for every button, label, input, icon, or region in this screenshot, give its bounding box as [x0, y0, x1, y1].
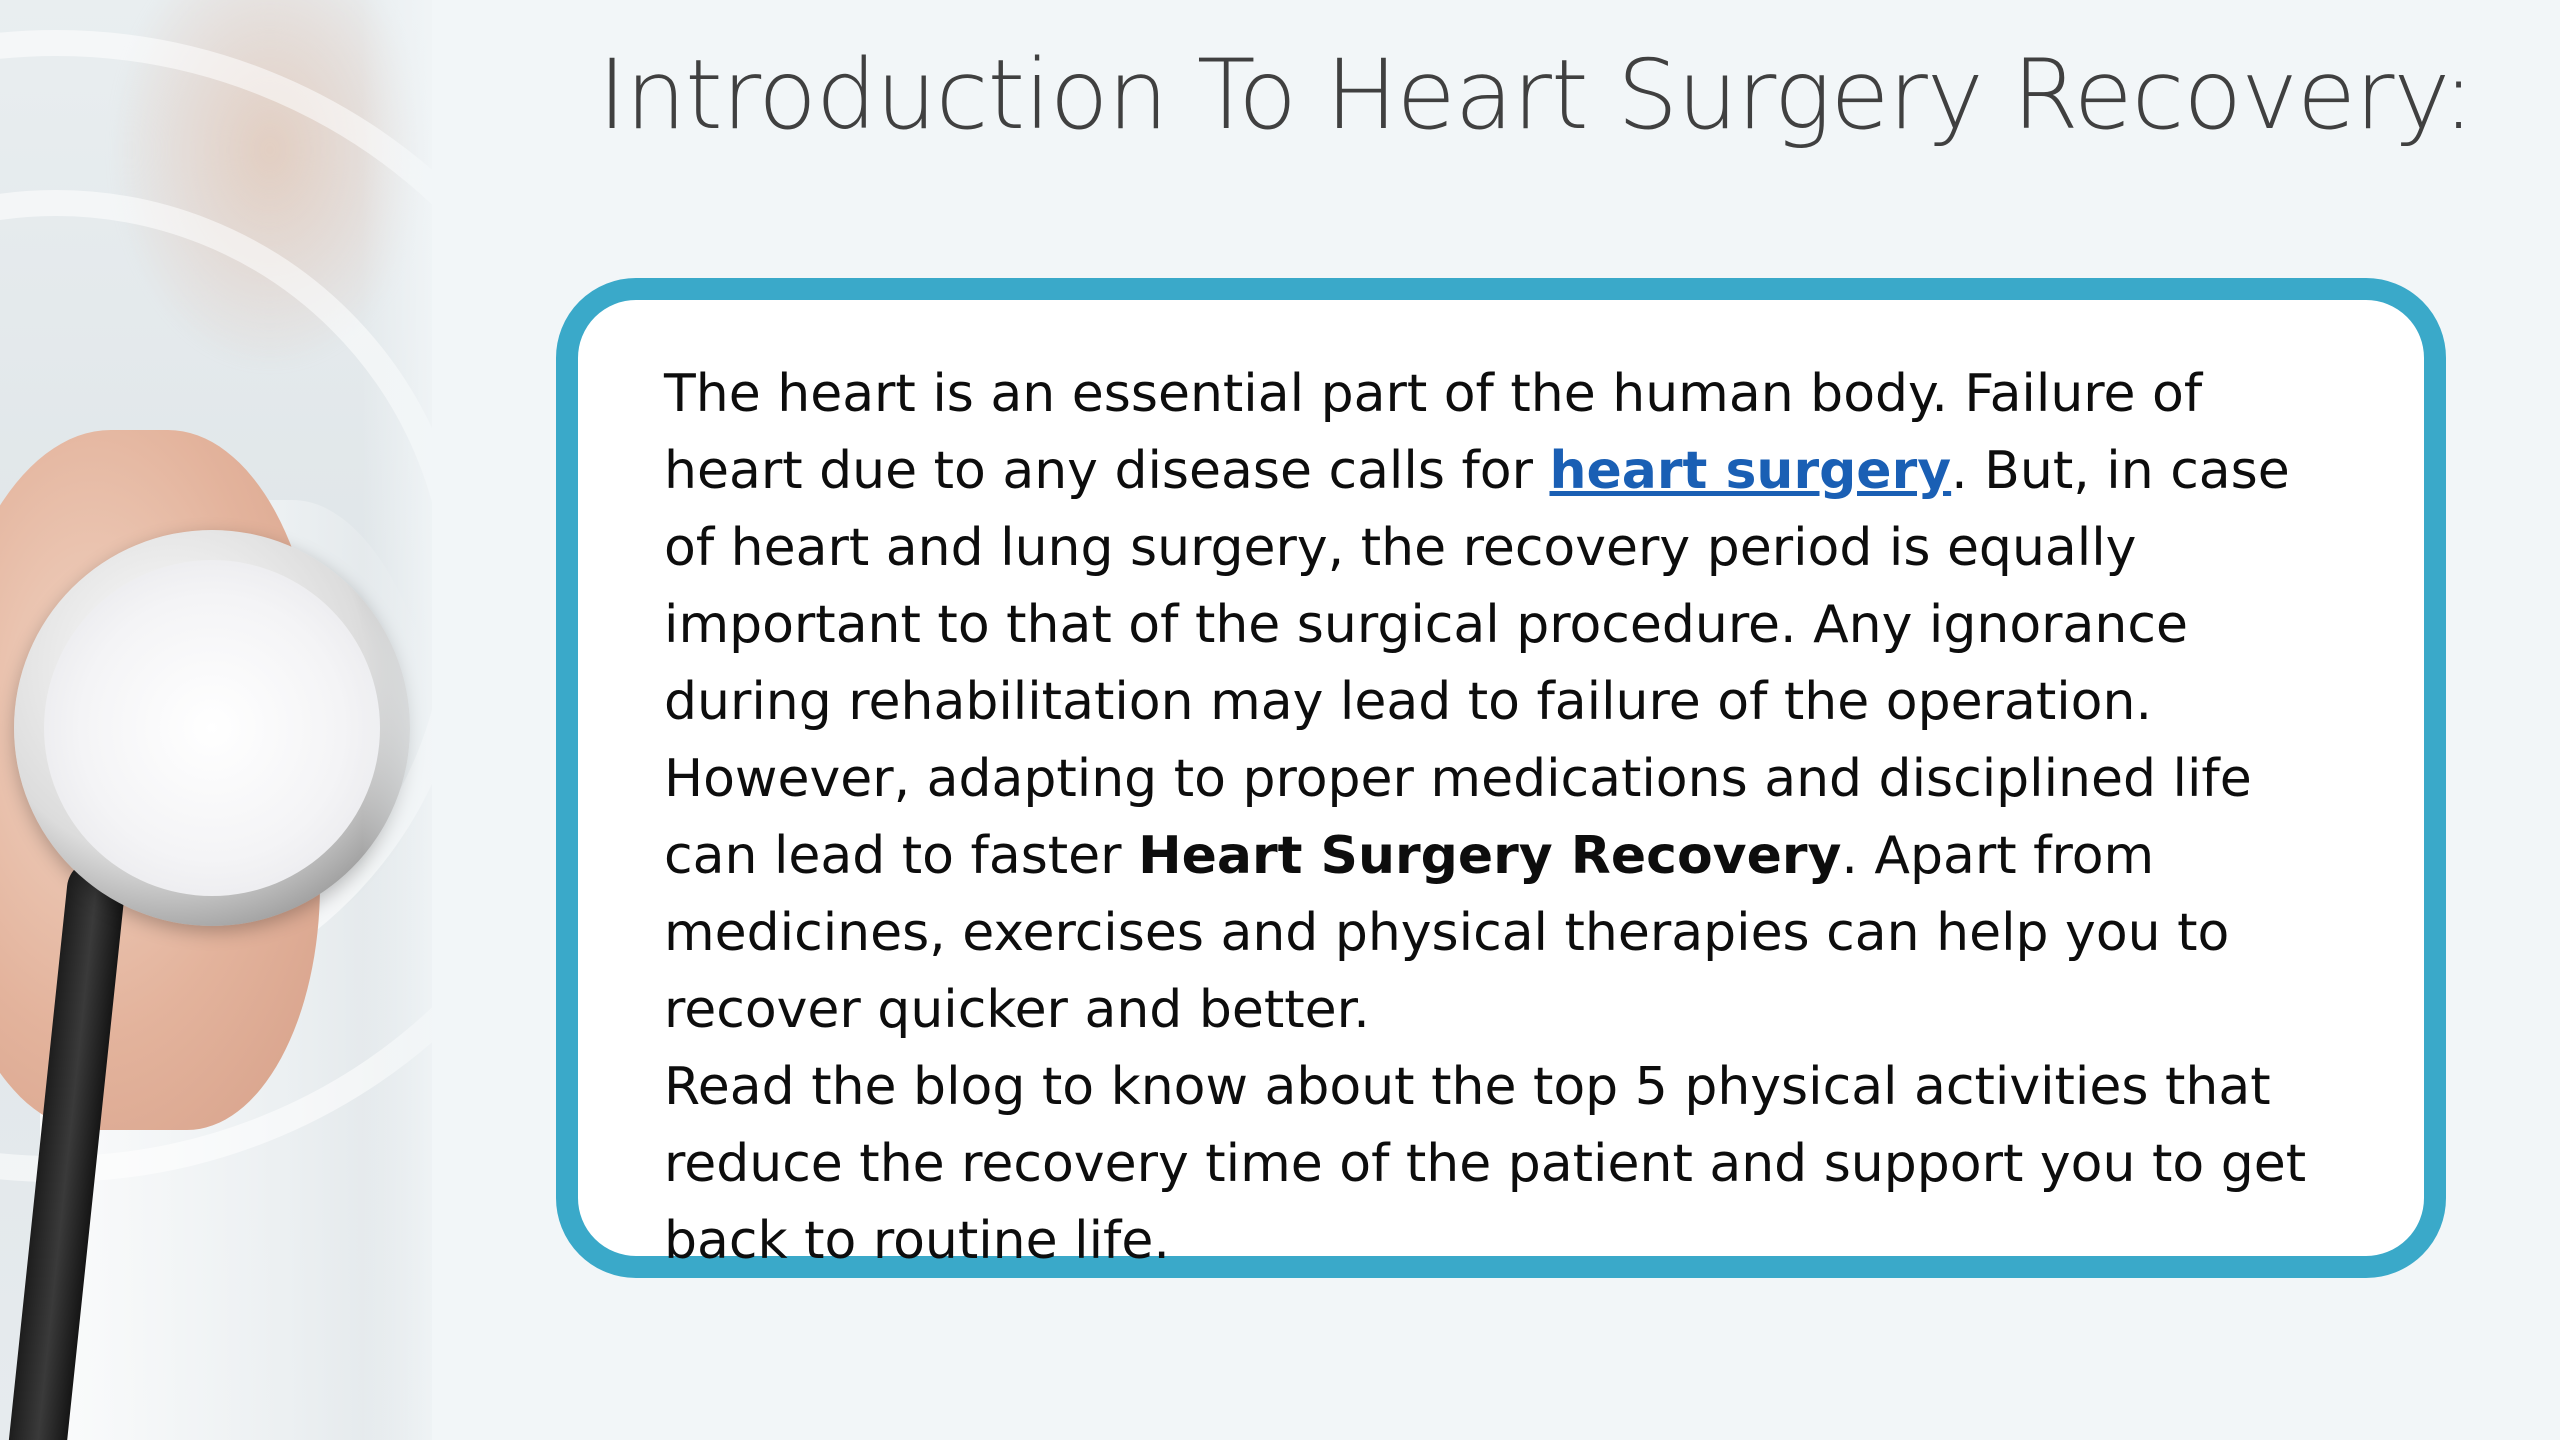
paragraph-recovery-end: . Apart from medicines, exercises and physical therapies can help you to recover quicker and better.: [664, 826, 2230, 1040]
content-box: [556, 278, 2446, 1278]
paragraph-intro: [664, 356, 2334, 741]
paragraph-blog: Read the blog to know about the top 5 physical activities that reduce the recovery time of the patient and support you to get back to routine life.: [664, 1057, 2307, 1271]
stethoscope-photo: [0, 0, 432, 1440]
paragraph-intro-start: The heart is an essential part of the human body. Failure of heart due to any disease calls for: [664, 364, 2203, 501]
photo-fade: [362, 0, 432, 1440]
slide-title: Introduction To Heart Surgery Recovery:: [598, 39, 2474, 151]
heart-surgery-link[interactable]: heart surgery: [1549, 441, 1952, 501]
heart-surgery-recovery-bold: Heart Surgery Recovery: [1138, 826, 1842, 886]
paragraph-intro-end: . But, in case of heart and lung surgery, the recovery period is equally important to that of the surgical procedure. Any ignorance during rehabilitation may lead to failure of the operation.: [664, 441, 2290, 732]
paragraph-recovery-start: However, adapting to proper medications and disciplined life can lead to faster: [664, 749, 2252, 886]
paragraph-recovery: [664, 741, 2334, 1049]
stethoscope-diaphragm: [44, 560, 380, 896]
